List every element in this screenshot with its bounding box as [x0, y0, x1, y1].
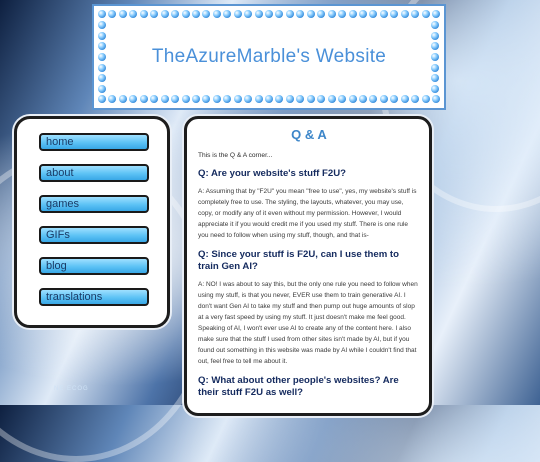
pearl-bead-icon [401, 95, 409, 103]
pearl-bead-icon [369, 95, 377, 103]
pearl-bead-icon [349, 10, 357, 18]
pearl-bead-icon [431, 74, 439, 82]
pearl-bead-icon [380, 95, 388, 103]
pearl-bead-icon [275, 10, 283, 18]
answer-text: A: Assuming that by "F2U" you mean "free to use", yes, my website's stuff is completely free to use. The styling, the layouts, whatever, you may use, copy, or modify any of it even without my permission. However, I would appreciate it if you would credit me if you used my stuff. There is one rule you need to follow when using my stuff, though, and that is- [198, 188, 417, 239]
pearl-bead-icon [171, 10, 179, 18]
pearl-bead-icon [129, 95, 137, 103]
pearl-bead-icon [422, 10, 430, 18]
pearl-bead-icon [223, 95, 231, 103]
pearl-bead-icon [286, 10, 294, 18]
pearl-bead-icon [119, 95, 127, 103]
pearl-bead-icon [213, 95, 221, 103]
pearl-bead-icon [422, 95, 430, 103]
pearl-bead-icon [182, 10, 190, 18]
pearl-bead-icon [411, 95, 419, 103]
pearl-bead-icon [328, 10, 336, 18]
pearl-bead-icon [431, 32, 439, 40]
pearl-bead-icon [255, 10, 263, 18]
pearl-bead-icon [338, 95, 346, 103]
pearl-bead-icon [328, 95, 336, 103]
question-heading: Q: What about other people's websites? Are their stuff F2U as well? [198, 375, 399, 398]
pearl-bead-icon [98, 95, 106, 103]
answer-text: A: NO! I was about to say this, but the only one rule you need to follow when using my stuff, is that you never, EVER use them to train generative AI. I don't want Gen AI to take my stuff and then pump out huge amounts of slop at a very fast speed by using my stuff. It just doesn't make me feel good. Speaking of AI, I won't ever use AI to create any of the content here. I also make sure that the stuff I used from other sites isn't made by AI, but if you found out something in this website was made by AI while I couldn't find that out, feel free to tell me about it. [198, 281, 418, 365]
pearl-bead-icon [171, 95, 179, 103]
pearl-bead-icon [401, 10, 409, 18]
nav-about-button[interactable]: about [39, 164, 149, 182]
pearl-bead-icon [390, 10, 398, 18]
pearl-bead-icon [192, 10, 200, 18]
pearl-bead-icon [411, 10, 419, 18]
pearl-bead-icon [317, 10, 325, 18]
pearl-bead-icon [359, 10, 367, 18]
pearl-bead-icon [98, 32, 106, 40]
nav-games-button[interactable]: games [39, 195, 149, 213]
pearl-bead-icon [265, 95, 273, 103]
pearl-bead-icon [380, 10, 388, 18]
pearl-bead-icon [161, 95, 169, 103]
pearl-bead-icon [140, 10, 148, 18]
pearl-bead-icon [202, 10, 210, 18]
pearl-bead-icon [431, 85, 439, 93]
pearl-bead-icon [192, 95, 200, 103]
page-title: Q & A [291, 127, 327, 142]
pearl-bead-icon [140, 95, 148, 103]
nav-blog-button[interactable]: blog [39, 257, 149, 275]
pearl-bead-icon [234, 95, 242, 103]
pearl-bead-icon [150, 10, 158, 18]
pearl-bead-icon [296, 10, 304, 18]
pearl-bead-icon [432, 10, 440, 18]
nav-gifs-button[interactable]: GIFs [39, 226, 149, 244]
pearl-bead-icon [182, 95, 190, 103]
pearl-bead-icon [202, 95, 210, 103]
pearl-bead-icon [98, 74, 106, 82]
site-title: TheAzureMarble's Website [151, 46, 387, 67]
site-header [92, 4, 446, 110]
pearl-bead-icon [359, 95, 367, 103]
pearl-bead-icon [244, 10, 252, 18]
pearl-bead-icon [244, 95, 252, 103]
pearl-bead-icon [108, 10, 116, 18]
pearl-bead-icon [98, 10, 106, 18]
content-scroll-area[interactable] [198, 127, 420, 405]
content-panel [184, 116, 432, 416]
question-heading: Q: Since your stuff is F2U, can I use them to train Gen AI? [198, 249, 399, 272]
pearl-bead-icon [286, 95, 294, 103]
pearl-bead-icon [317, 95, 325, 103]
footer-badge: NE ECOG [54, 386, 89, 392]
pearl-bead-icon [349, 95, 357, 103]
pearl-bead-icon [108, 95, 116, 103]
pearl-bead-icon [119, 10, 127, 18]
pearl-bead-icon [369, 10, 377, 18]
pearl-bead-icon [161, 10, 169, 18]
intro-text: This is the Q & A corner... [198, 152, 273, 159]
pearl-bead-icon [255, 95, 263, 103]
question-heading: Q: Are your website's stuff F2U? [198, 168, 346, 179]
pearl-bead-icon [223, 10, 231, 18]
header-pearl-border-top [98, 10, 440, 19]
header-pearl-border-bottom [98, 95, 440, 104]
pearl-bead-icon [234, 10, 242, 18]
pearl-bead-icon [129, 10, 137, 18]
pearl-bead-icon [150, 95, 158, 103]
pearl-bead-icon [432, 95, 440, 103]
pearl-bead-icon [98, 85, 106, 93]
pearl-bead-icon [307, 95, 315, 103]
pearl-bead-icon [307, 10, 315, 18]
pearl-bead-icon [98, 21, 106, 29]
pearl-bead-icon [338, 10, 346, 18]
pearl-bead-icon [213, 10, 221, 18]
navigation-panel [14, 116, 170, 328]
nav-translations-button[interactable]: translations [39, 288, 149, 306]
pearl-bead-icon [265, 10, 273, 18]
pearl-bead-icon [431, 21, 439, 29]
pearl-bead-icon [275, 95, 283, 103]
nav-home-button[interactable]: home [39, 133, 149, 151]
pearl-bead-icon [296, 95, 304, 103]
pearl-bead-icon [390, 95, 398, 103]
